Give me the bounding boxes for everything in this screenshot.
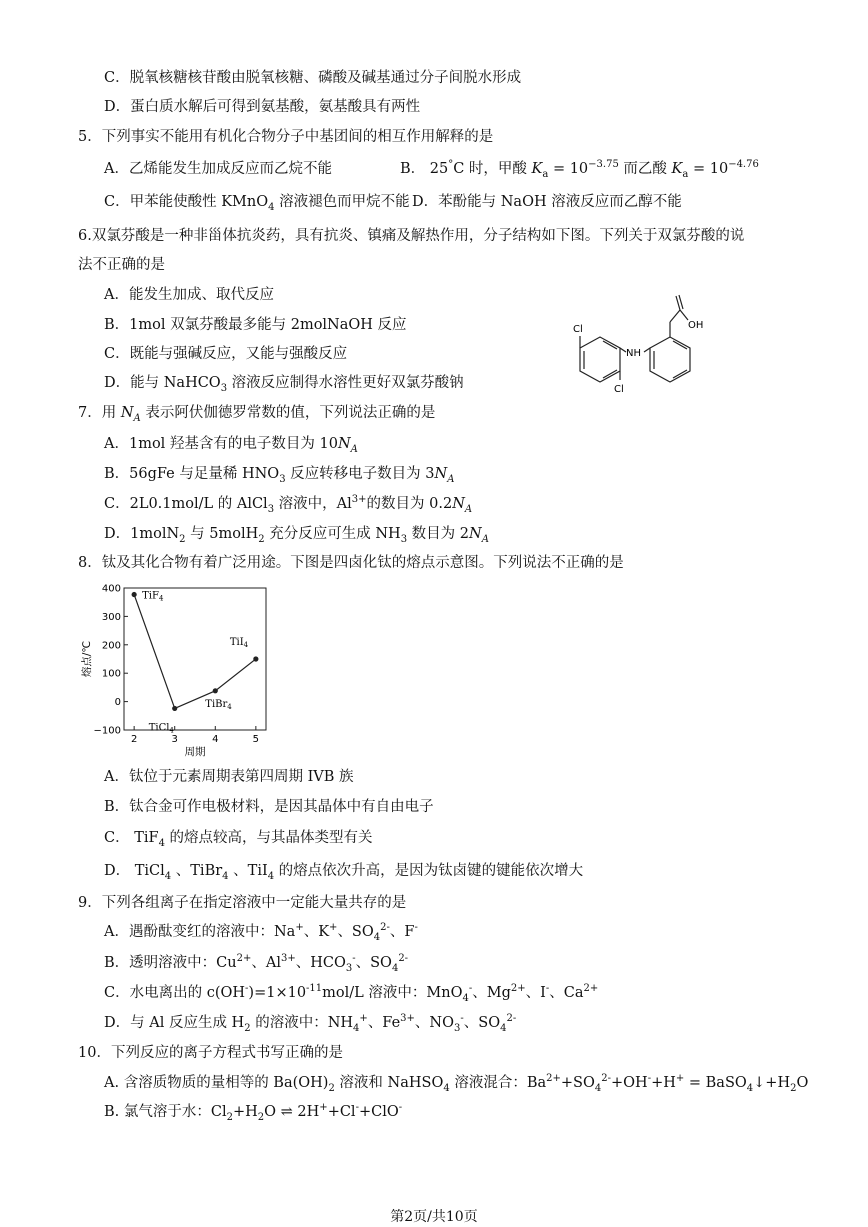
page-footer: 第2页/共10页 [390, 1209, 478, 1225]
point-label: TiI$_4$ [229, 637, 249, 649]
x-tick-label: 2 [130, 734, 138, 745]
option-d-protein: D．蛋白质水解后可得到氨基酸，氨基酸具有两性 [104, 99, 421, 115]
y-tick-label: 0 [114, 697, 121, 709]
point-label: TiCl$_4$ [148, 722, 174, 735]
q7-option-b: B．56gFe 与足量稀 $HNO_3$ 反应转移电子数目为 $3N_A$ [104, 466, 455, 485]
q10-option-b: B. 氯气溶于水：$Cl_2+H_2O$ ⇌ 2H++Cl-+ClO- [104, 1102, 403, 1123]
x-tick-label: 3 [171, 734, 178, 745]
x-axis-label: 周期 [184, 746, 206, 758]
data-point [253, 656, 258, 661]
question-10-stem: 10．下列反应的离子方程式书写正确的是 [78, 1045, 343, 1061]
q7-option-a: A．1mol 羟基含有的电子数目为 $10N_A$ [104, 436, 358, 455]
y-tick-label: 400 [101, 583, 121, 595]
q5-option-c: C．甲苯能使酸性 KMnO$_4$ 溶液褪色而甲烷不能 [104, 194, 410, 213]
q6-option-a: A．能发生加成、取代反应 [104, 287, 274, 303]
q6-option-b: B．1mol 双氯芬酸最多能与 2molNaOH 反应 [104, 317, 407, 333]
data-point [213, 688, 218, 693]
question-9-stem: 9．下列各组离子在指定溶液中一定能大量共存的是 [78, 895, 407, 911]
question-6-stem-line2: 法不正确的是 [78, 257, 165, 273]
series-line [134, 595, 256, 709]
data-point [132, 592, 137, 597]
chlorine-bottom-label: Cl [614, 384, 624, 395]
option-c-nucleotide: C．脱氧核糖核苷酸由脱氧核糖、磷酸及碱基通过分子间脱水形成 [104, 70, 522, 86]
y-axis-label: 熔点/℃ [81, 640, 93, 678]
y-tick-label: 300 [101, 611, 121, 623]
question-8-stem: 8．钛及其化合物有着广泛用途。下图是四卤化钛的熔点示意图。下列说法不正确的是 [78, 555, 624, 571]
q6-option-d: D．能与 NaHCO$_3$ 溶液反应制得水溶性更好双氯芬酸钠 [104, 375, 464, 394]
q9-option-c: C．水电离出的 $c(OH^-)=1\times 10^{-11}mol/L$ 溶液中：MnO$_4$-、$Mg^{2+}$、I-、$Ca^{2+}$ [104, 983, 599, 1004]
q5-option-d: D．苯酚能与 NaOH 溶液反应而乙醇不能 [412, 194, 682, 210]
q8-option-a: A．钛位于元素周期表第四周期 IVB 族 [104, 769, 354, 785]
q8-option-d: D． TiCl$_4$ 、TiBr$_4$ 、TiI$_4$ 的熔点依次升高，是因为钛卤键的键能依次增大 [104, 863, 584, 882]
y-tick-label: 200 [101, 640, 121, 652]
q7-option-c: C．2L0.1mol/L 的 AlCl$_3$ 溶液中，$Al^{3+}$的数目为 $0.2N_A$ [104, 494, 473, 515]
x-tick-label: 5 [252, 734, 260, 745]
question-6-stem-line1: 6.双氯芬酸是一种非甾体抗炎药，具有抗炎、镇痛及解热作用，分子结构如下图。下列关于双氯芬酸的说 [78, 228, 745, 244]
y-tick-label: 100 [101, 668, 121, 680]
question-5-stem: 5．下列事实不能用有机化合物分子中基团间的相互作用解释的是 [78, 129, 494, 145]
point-label: TiF$_4$ [142, 590, 164, 603]
y-tick-label: −100 [93, 725, 121, 737]
q8-option-b: B．钛合金可作电极材料，是因其晶体中有自由电子 [104, 799, 434, 815]
q8-option-c: C． TiF$_4$ 的熔点较高，与其晶体类型有关 [104, 830, 373, 849]
question-7-stem: 7．用 $N_A$ 表示阿伏伽德罗常数的值，下列说法正确的是 [78, 405, 436, 424]
nh-label: NH [626, 348, 641, 359]
q6-option-c: C．既能与强碱反应，又能与强酸反应 [104, 346, 348, 362]
diclofenac-structure [558, 290, 708, 400]
chart-marks [132, 591, 259, 735]
q9-option-a: A．遇酚酞变红的溶液中：Na+、K+、$SO_4^{2-}$、F- [104, 922, 418, 943]
q9-option-b: B．透明溶液中：$Cu^{2+}$、$Al^{3+}$、$HCO_3^-$、$SO_4^{2-}$ [104, 953, 409, 974]
chlorine-top-label: Cl [573, 324, 583, 335]
q10-option-a: A. 含溶质物质的量相等的 $Ba(OH)_2$ 溶液和 NaHSO$_4$ 溶液混合：$Ba^{2+}+SO_4^{2-}+OH^-+H^+$ = $BaSO_4↓+H_2O$ [104, 1073, 809, 1094]
q5-option-b: B． 25°C 时，甲酸 $K_a = 10^{-3.75}$ 而乙酸 $K_a = 10^{-4.76}$ [400, 159, 759, 180]
point-label: TiBr$_4$ [205, 698, 232, 711]
q5-option-a: A．乙烯能发生加成反应而乙烷不能 [104, 161, 332, 177]
q9-option-d: D．与 Al 反应生成 $H_2$ 的溶液中：$NH_4^+$、$Fe^{3+}$、$NO_3^-$、$SO_4^{2-}$ [104, 1013, 517, 1034]
q7-option-d: D．1molN$_2$ 与 5molH$_2$ 充分反应可生成 $NH_3$ 数目为 $2N_A$ [104, 526, 489, 545]
hydroxyl-label: OH [688, 320, 704, 331]
data-point [172, 706, 177, 711]
x-tick-label: 4 [212, 734, 219, 745]
titanium-halide-melting-point-chart [80, 582, 280, 758]
plot-frame [124, 588, 266, 730]
